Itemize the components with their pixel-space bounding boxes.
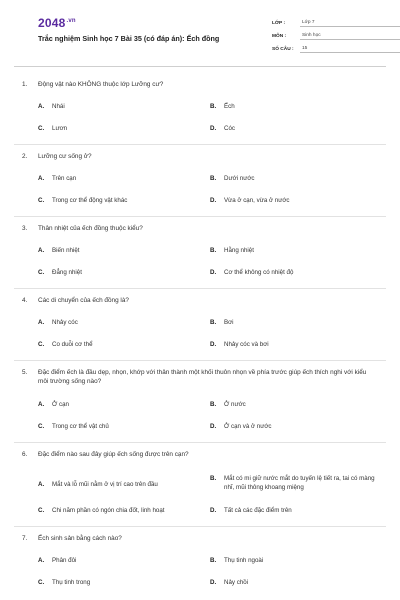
meta-label: LỚP :: [272, 21, 286, 26]
option-text: Thụ tinh trong: [52, 579, 91, 586]
question-number: 1.: [22, 81, 28, 88]
option-text: Nảy chồi: [224, 579, 249, 586]
question-2: [18, 152, 386, 204]
option-text: Vừa ở cạn, vừa ở nước: [224, 197, 290, 204]
option-a[interactable]: [38, 400, 188, 409]
option-c[interactable]: [38, 340, 188, 349]
question-6: [18, 450, 386, 514]
option-text: Ở nước: [224, 401, 246, 408]
option-text: Cóc: [224, 125, 236, 132]
option-a[interactable]: [38, 246, 188, 255]
meta-label: SỐ CÂU :: [272, 47, 294, 52]
option-letter: C.: [38, 125, 45, 132]
option-c[interactable]: [38, 578, 188, 587]
option-c[interactable]: [38, 196, 188, 205]
option-letter: B.: [210, 557, 217, 564]
option-text: Cơ thể không có nhiệt độ: [224, 269, 294, 276]
option-letter: B.: [210, 319, 217, 326]
meta-value: Lớp 7: [300, 20, 400, 27]
question-text: Các di chuyển của ếch đồng là?: [38, 297, 129, 304]
option-b[interactable]: [210, 318, 380, 327]
option-letter: A.: [38, 319, 45, 326]
option-letter: A.: [38, 103, 45, 110]
option-b[interactable]: [210, 474, 382, 492]
option-a[interactable]: [38, 480, 203, 489]
option-letter: C.: [38, 507, 45, 514]
question-text-row: [18, 224, 386, 233]
question-text-row: [18, 450, 386, 459]
option-text: Chi năm phần có ngón chia đốt, linh hoạt: [52, 507, 165, 514]
option-letter: B.: [210, 175, 217, 182]
option-letter: A.: [38, 401, 45, 408]
option-a[interactable]: [38, 318, 188, 327]
option-letter: B.: [210, 103, 217, 110]
option-text: Ở cạn và ở nước: [224, 423, 272, 430]
option-letter: C.: [38, 341, 45, 348]
question-text: Lưỡng cư sống ở?: [38, 153, 92, 160]
option-letter: D.: [210, 341, 217, 348]
option-text: Bơi: [224, 319, 234, 326]
option-letter: C.: [38, 423, 45, 430]
option-c[interactable]: [38, 268, 188, 277]
option-text: Trong cơ thể động vật khác: [52, 197, 128, 204]
option-letter: D.: [210, 269, 217, 276]
question-divider: [14, 442, 386, 443]
meta-row-class: [272, 14, 400, 27]
option-a[interactable]: [38, 102, 188, 111]
option-letter: A.: [38, 247, 45, 254]
option-d[interactable]: [210, 506, 380, 515]
option-letter: A.: [38, 175, 45, 182]
option-d[interactable]: [210, 422, 380, 431]
option-a[interactable]: [38, 556, 188, 565]
page-title: Trắc nghiệm Sinh học 7 Bài 35 (có đáp án): Ếch đồng: [38, 34, 220, 43]
question-number: 7.: [22, 535, 28, 542]
logo-suffix: .vn: [66, 18, 76, 24]
option-text: Dưới nước: [224, 175, 255, 182]
option-a[interactable]: [38, 174, 188, 183]
question-7: [18, 534, 386, 586]
option-letter: D.: [210, 423, 217, 430]
question-divider: [14, 526, 386, 527]
meta-value: Sinh học: [300, 33, 400, 40]
option-letter: C.: [38, 197, 45, 204]
option-text: Hằng nhiệt: [224, 247, 254, 254]
option-text: Lươn: [52, 125, 68, 132]
option-text: Nhảy cóc và bơi: [224, 341, 269, 348]
question-divider: [14, 360, 386, 361]
option-b[interactable]: [210, 246, 380, 255]
question-1: [18, 80, 386, 132]
option-text: Tất cả các đặc điểm trên: [224, 507, 292, 514]
question-number: 2.: [22, 153, 28, 160]
question-5: [18, 368, 386, 430]
option-b[interactable]: [210, 174, 380, 183]
question-number: 6.: [22, 451, 28, 458]
option-letter: D.: [210, 125, 217, 132]
option-text: Phân đôi: [52, 557, 77, 564]
option-b[interactable]: [210, 400, 380, 409]
question-text-row: [18, 534, 386, 543]
logo-text: 2048: [38, 16, 66, 30]
question-text-row: [18, 152, 386, 161]
option-text: Đẳng nhiệt: [52, 269, 82, 276]
option-d[interactable]: [210, 578, 380, 587]
option-text: Mắt có mi giữ nước mắt do tuyến lệ tiết ra, tai có màng nhĩ, mũi thông khoang miệng: [224, 475, 375, 491]
option-letter: C.: [38, 269, 45, 276]
question-text-row: [18, 80, 386, 89]
option-text: Ở cạn: [52, 401, 70, 408]
option-letter: D.: [210, 579, 217, 586]
option-letter: B.: [210, 401, 217, 408]
option-letter: C.: [38, 579, 45, 586]
option-d[interactable]: [210, 340, 380, 349]
question-text-row: [18, 296, 386, 305]
question-text: Thân nhiệt của ếch đồng thuộc kiểu?: [38, 225, 143, 232]
question-text: Động vật nào KHÔNG thuộc lớp Lưỡng cư?: [38, 81, 164, 88]
option-b[interactable]: [210, 102, 380, 111]
option-text: Nhái: [52, 103, 65, 110]
option-text: Trên cạn: [52, 175, 77, 182]
header-divider: [14, 66, 386, 67]
question-text: Đặc điểm ếch là đầu dẹp, nhọn, khớp với thân thành một khối thuôn nhọn về phía trước giúp ếch thích nghi với kiểu môi trường sống nào?: [38, 369, 367, 385]
option-text: Nhảy cóc: [52, 319, 78, 326]
option-c[interactable]: [38, 124, 188, 133]
option-letter: D.: [210, 197, 217, 204]
option-letter: B.: [210, 247, 217, 254]
option-letter: B.: [210, 475, 217, 482]
meta-value: 15: [300, 46, 400, 53]
question-divider: [14, 216, 386, 217]
option-letter: A.: [38, 481, 45, 488]
question-3: [18, 224, 386, 276]
question-divider: [14, 288, 386, 289]
option-text: Trong cơ thể vật chủ: [52, 423, 109, 430]
option-c[interactable]: [38, 422, 188, 431]
option-text: Mắt và lỗ mũi nằm ở vị trí cao trên đầu: [52, 481, 158, 488]
meta-row-subject: [272, 27, 400, 40]
question-number: 4.: [22, 297, 28, 304]
option-d[interactable]: [210, 124, 380, 133]
option-d[interactable]: [210, 268, 380, 277]
option-text: Co duỗi cơ thể: [52, 341, 93, 348]
question-4: [18, 296, 386, 348]
option-letter: D.: [210, 507, 217, 514]
option-text: Thụ tinh ngoài: [224, 557, 264, 564]
meta-label: MÔN :: [272, 34, 287, 39]
header: [18, 0, 382, 62]
question-number: 3.: [22, 225, 28, 232]
option-text: Ếch: [224, 103, 235, 110]
question-text-row: [18, 368, 386, 386]
option-letter: A.: [38, 557, 45, 564]
option-d[interactable]: [210, 196, 380, 205]
meta-row-count: [272, 40, 400, 53]
question-divider: [14, 144, 386, 145]
site-logo[interactable]: [38, 16, 76, 30]
option-c[interactable]: [38, 506, 206, 515]
question-text: Đặc điểm nào sau đây giúp ếch sống được trên cạn?: [38, 451, 189, 458]
option-text: Biến nhiệt: [52, 247, 80, 254]
option-b[interactable]: [210, 556, 380, 565]
question-text: Ếch sinh sản bằng cách nào?: [38, 535, 122, 542]
question-number: 5.: [22, 369, 28, 376]
meta-info: [272, 14, 400, 53]
